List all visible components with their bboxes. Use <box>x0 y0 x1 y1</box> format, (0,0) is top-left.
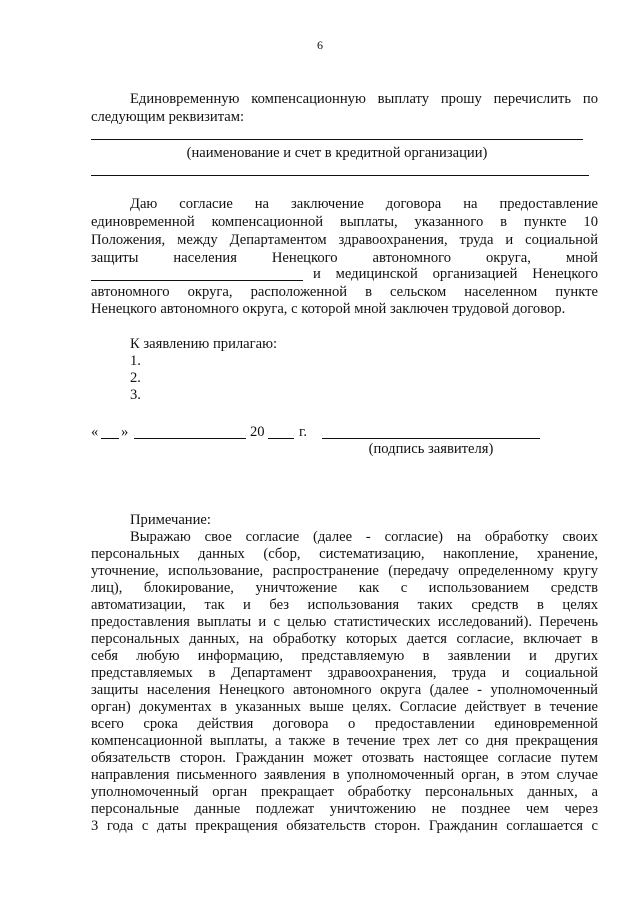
consent-name-field-line[interactable] <box>91 280 303 281</box>
note-line: всего срока действия договора о предоставлении единовременной <box>91 716 598 732</box>
date-quote-open: « <box>91 424 99 440</box>
payment-request-line-2: следующим реквизитам: <box>91 109 245 125</box>
note-line: уполномоченный орган прекращает обработку персональных данных, а <box>91 784 598 800</box>
note-line: персональных данных, на обработку которых дается согласие, включает в <box>91 631 598 647</box>
consent-line-5: и медицинской организацией Ненецкого <box>313 266 598 282</box>
note-line: обязательств сторон. Гражданин может отозвать настоящее согласие путем <box>91 750 598 766</box>
date-year-prefix: 20 <box>250 424 265 440</box>
note-heading: Примечание: <box>130 512 211 528</box>
bank-details-field-line-2[interactable] <box>91 175 589 176</box>
signature-caption: (подпись заявителя) <box>368 441 494 457</box>
consent-line-3: Положения, между Департаментом здравоохранения, труда и социальной <box>91 232 598 248</box>
bank-details-caption: (наименование и счет в кредитной организации) <box>186 145 488 161</box>
date-day-field[interactable] <box>101 438 119 439</box>
note-line: себя любую информацию, представляемую в заявлении и других <box>91 648 598 664</box>
consent-line-2: единовременной компенсационной выплаты, указанного в пункте 10 <box>91 214 598 230</box>
consent-line-1: Даю согласие на заключение договора на предоставление <box>130 196 598 212</box>
date-year-field[interactable] <box>268 438 294 439</box>
date-year-suffix: г. <box>299 424 307 440</box>
payment-request-line-1: Единовременную компенсационную выплату прошу перечислить по <box>130 91 598 107</box>
note-line: автоматизации, так и без использования таких средств в целях <box>91 597 598 613</box>
signature-field-line[interactable] <box>322 438 540 439</box>
note-line: персональные данные подлежат уничтожению не позднее чем через <box>91 801 598 817</box>
consent-line-6: автономного округа, расположенной в сельском населенном пункте <box>91 284 598 300</box>
note-line: направления письменного заявления в уполномоченный орган, в этом случае <box>91 767 598 783</box>
note-line: предоставления выплаты и с целью статистических исследований). Перечень <box>91 614 598 630</box>
attachments-heading: К заявлению прилагаю: <box>130 336 278 352</box>
attachment-item: 2. <box>130 370 141 386</box>
note-line: орган) документах в указанных выше целях. Согласие действует в течение <box>91 699 598 715</box>
note-line: лиц), блокирование, уничтожение как с использованием средств <box>91 580 598 596</box>
attachment-item: 3. <box>130 387 141 403</box>
bank-details-field-line[interactable] <box>91 139 583 140</box>
attachment-item: 1. <box>130 353 141 369</box>
note-line: 3 года с даты прекращения обязательств сторон. Гражданин соглашается с <box>91 818 598 834</box>
note-line: Выражаю свое согласие (далее - согласие) на обработку своих <box>130 529 598 545</box>
note-line: персональных данных (сбор, систематизацию, накопление, хранение, <box>91 546 598 562</box>
date-month-field[interactable] <box>134 438 246 439</box>
note-line: представляемых в Департамент здравоохранения, труда и социальной <box>91 665 598 681</box>
note-line: уточнение, использование, распространение (передачу определенному кругу <box>91 563 598 579</box>
page-number: 6 <box>317 38 323 52</box>
consent-line-7: Ненецкого автономного округа, с которой мной заключен трудовой договор. <box>91 301 566 317</box>
note-line: защиты населения Ненецкого автономного округа (далее - уполномоченный <box>91 682 598 698</box>
consent-line-4: защиты населения Ненецкого автономного округа, мной <box>91 250 598 266</box>
note-line: компенсационной выплаты, а также в течение трех лет со дня прекращения <box>91 733 598 749</box>
date-quote-close: » <box>121 424 129 440</box>
